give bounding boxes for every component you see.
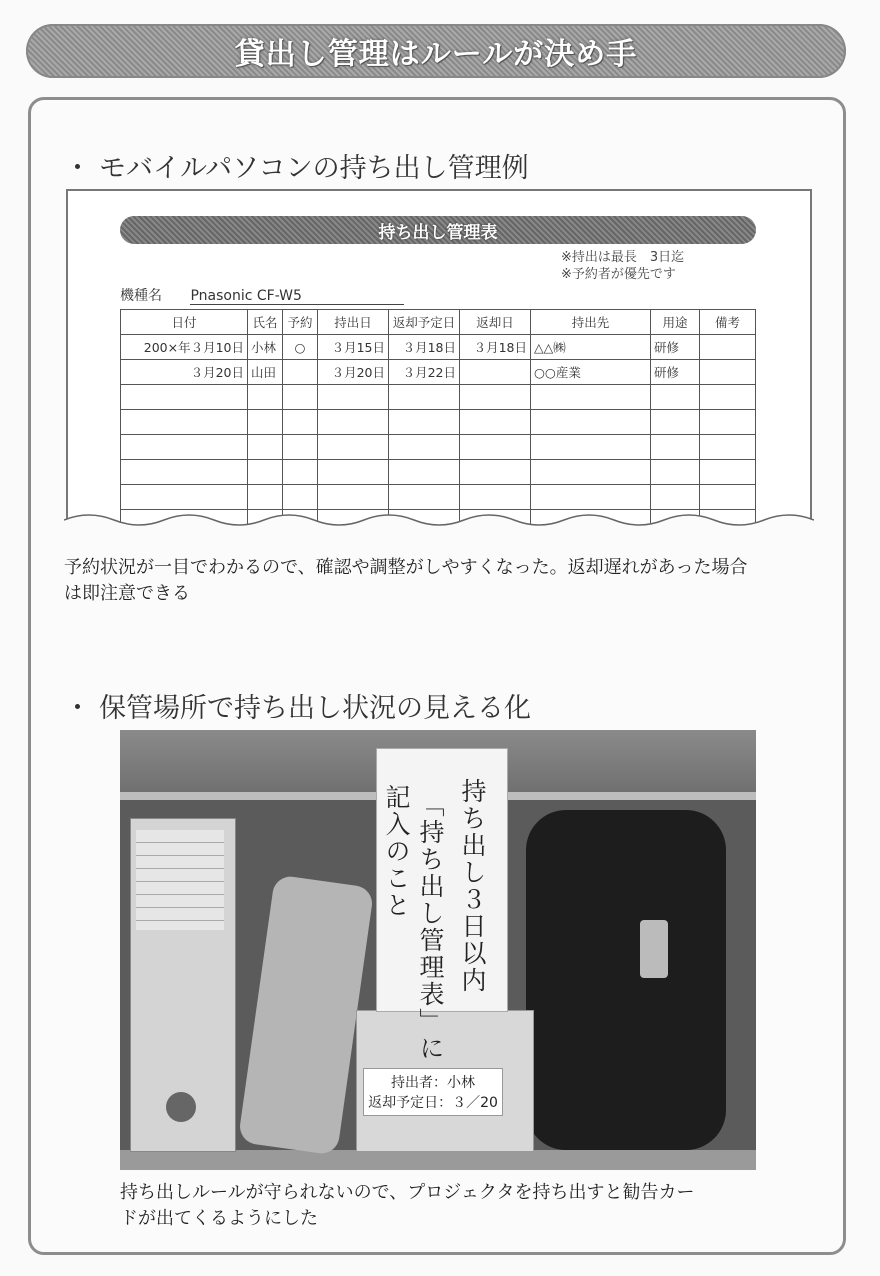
- table-cell: [283, 360, 318, 385]
- caption-line: ドが出てくるようにした: [120, 1208, 318, 1229]
- warning-card-text: 「持ち出し管理表」に: [416, 792, 445, 1062]
- col-return-date: 返却日: [460, 310, 531, 335]
- table-body: [121, 335, 756, 530]
- table-cell: [248, 385, 283, 410]
- table-cell: ○○産業: [531, 360, 651, 385]
- table-row: [121, 385, 756, 410]
- management-sheet: [66, 189, 812, 529]
- table-cell: [651, 385, 700, 410]
- model-label: 機種名: [120, 288, 162, 304]
- table-cell: [389, 435, 460, 460]
- model-row: [120, 285, 404, 305]
- table-cell: [531, 435, 651, 460]
- table-cell: [318, 435, 389, 460]
- section1-title-text: モバイルパソコンの持ち出し管理例: [99, 153, 529, 184]
- table-cell: [318, 460, 389, 485]
- table-cell: [121, 460, 248, 485]
- model-value: Pnasonic CF-W5: [190, 288, 404, 305]
- checkout-table: [120, 309, 756, 529]
- table-cell: [121, 385, 248, 410]
- table-cell: [531, 410, 651, 435]
- warning-card-text: 記入のこと: [382, 784, 411, 919]
- file-box-label: [136, 830, 224, 930]
- table-cell: [389, 385, 460, 410]
- table-cell: [700, 460, 756, 485]
- table-cell: [700, 385, 756, 410]
- sheet-note: ※持出は最長 3日迄: [561, 250, 685, 265]
- table-cell: 研修: [651, 360, 700, 385]
- table-cell: ３月22日: [389, 360, 460, 385]
- table-cell: 小林: [248, 335, 283, 360]
- table-cell: ○: [283, 335, 318, 360]
- table-cell: [651, 410, 700, 435]
- table-cell: [460, 485, 531, 510]
- col-checkout-date: 持出日: [318, 310, 389, 335]
- table-row: [121, 410, 756, 435]
- table-cell: [460, 460, 531, 485]
- col-name: 氏名: [248, 310, 283, 335]
- col-purpose: 用途: [651, 310, 700, 335]
- table-cell: 研修: [651, 335, 700, 360]
- table-cell: [283, 460, 318, 485]
- col-date: 日付: [121, 310, 248, 335]
- section1-bullet: ・: [64, 153, 91, 184]
- table-row: [121, 460, 756, 485]
- table-cell: [700, 360, 756, 385]
- table-row: [121, 360, 756, 385]
- section2-title: [64, 686, 531, 725]
- section2-bullet: ・: [64, 693, 91, 724]
- table-cell: [318, 410, 389, 435]
- table-cell: [389, 410, 460, 435]
- table-cell: [121, 485, 248, 510]
- table-cell: [121, 435, 248, 460]
- table-cell: [651, 435, 700, 460]
- table-cell: [460, 385, 531, 410]
- table-cell: ３月20日: [318, 360, 389, 385]
- table-header-row: [121, 310, 756, 335]
- borrower-due-date: 返却予定日：３／20: [368, 1095, 498, 1111]
- table-cell: [283, 410, 318, 435]
- shelf-floor: [120, 1150, 756, 1170]
- col-reserve: 予約: [283, 310, 318, 335]
- table-cell: [460, 410, 531, 435]
- table-cell: [700, 485, 756, 510]
- table-cell: [283, 385, 318, 410]
- col-notes: 備考: [700, 310, 756, 335]
- table-cell: ３月15日: [318, 335, 389, 360]
- table-cell: [318, 385, 389, 410]
- table-cell: [248, 485, 283, 510]
- table-cell: [651, 460, 700, 485]
- sheet-header-title: 持ち出し管理表: [378, 222, 498, 243]
- table-cell: [700, 410, 756, 435]
- borrower-name: 持出者：小林: [391, 1075, 475, 1091]
- section1-caption: [64, 555, 747, 607]
- table-cell: [531, 485, 651, 510]
- file-box-hole: [166, 1092, 196, 1122]
- caption-line: 持ち出しルールが守られないので、プロジェクタを持ち出すと勧告カー: [120, 1182, 695, 1203]
- table-cell: [389, 460, 460, 485]
- table-cell: 200×年３月10日: [121, 335, 248, 360]
- table-cell: [248, 460, 283, 485]
- table-cell: [531, 460, 651, 485]
- table-row: [121, 435, 756, 460]
- table-cell: [248, 410, 283, 435]
- table-cell: [651, 485, 700, 510]
- caption-line: 予約状況が一目でわかるので、確認や調整がしやすくなった。返却遅れがあった場合: [64, 557, 748, 578]
- table-cell: [389, 485, 460, 510]
- table-cell: ３月20日: [121, 360, 248, 385]
- table-cell: 山田: [248, 360, 283, 385]
- bag-clip: [640, 920, 668, 978]
- table-cell: [318, 485, 389, 510]
- table-cell: [248, 435, 283, 460]
- table-cell: [531, 385, 651, 410]
- table-cell: ３月18日: [389, 335, 460, 360]
- table-row: [121, 335, 756, 360]
- section1-title: [64, 146, 529, 185]
- sheet-header: [120, 216, 756, 244]
- page-banner: [26, 24, 846, 78]
- table-cell: [283, 485, 318, 510]
- borrower-tag: [363, 1068, 503, 1116]
- storage-photo: [120, 730, 756, 1170]
- col-due-date: 返却予定日: [389, 310, 460, 335]
- torn-edge: [64, 510, 814, 540]
- table-cell: [283, 435, 318, 460]
- table-cell: △△㈱: [531, 335, 651, 360]
- banner-title: 貸出し管理はルールが決め手: [234, 37, 638, 72]
- sheet-notes: [561, 249, 684, 283]
- table-cell: [121, 410, 248, 435]
- warning-card-text: 持ち出し３日以内: [458, 778, 487, 994]
- black-bag: [526, 810, 726, 1150]
- col-destination: 持出先: [531, 310, 651, 335]
- table-cell: [700, 335, 756, 360]
- section2-caption: [120, 1180, 695, 1232]
- table-cell: [460, 360, 531, 385]
- table-cell: [700, 435, 756, 460]
- caption-line: は即注意できる: [64, 583, 190, 604]
- table-cell: [460, 435, 531, 460]
- table-row: [121, 485, 756, 510]
- sheet-note: ※予約者が優先です: [561, 267, 676, 282]
- gray-case: [238, 874, 375, 1155]
- table-cell: ３月18日: [460, 335, 531, 360]
- section2-title-text: 保管場所で持ち出し状況の見える化: [99, 693, 531, 724]
